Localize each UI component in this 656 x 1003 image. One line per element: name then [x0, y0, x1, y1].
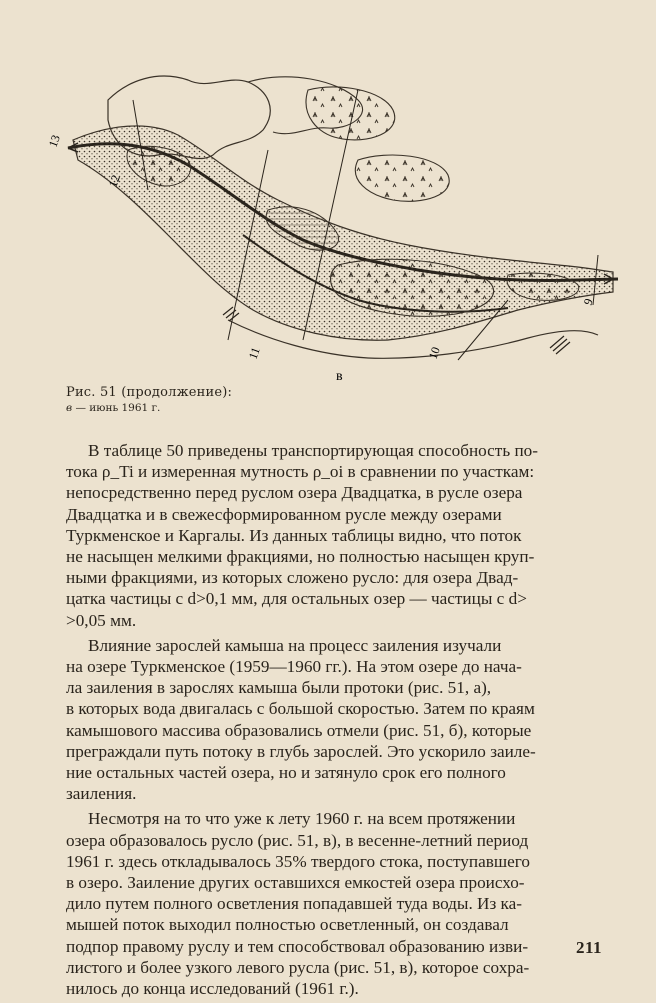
figure-map [38, 60, 628, 390]
text-line: цатка частицы с d>0,1 мм, для остальных озер — частицы с d> [66, 589, 527, 609]
paragraph-3 [66, 808, 611, 999]
text-line: озера образовалось русло (рис. 51, в), в весенне-летний период [66, 830, 529, 850]
text-line: В таблице 50 приведены транспортирующая способность по- [88, 441, 538, 460]
text-line: мышей поток выходил полностью осветленный, он создавал [66, 915, 509, 935]
lake-map-diagram [38, 60, 628, 390]
text-line: преграждали путь потоку в глубь зарослей. Это ускорило заиле- [66, 741, 536, 761]
caption-sub-letter: в [66, 402, 73, 414]
text-line: подпор правому руслу и тем способствовал образованию изви- [66, 936, 529, 956]
page-number: 211 [576, 938, 603, 957]
text-line: Влияние зарослей камыша на процесс заиления изучали [88, 635, 502, 655]
caption-sub-text: — июнь 1961 г. [72, 402, 161, 414]
label-9: 9 [580, 296, 596, 308]
text-line: заиления. [66, 784, 137, 804]
label-10: 10 [425, 344, 443, 362]
reed-patch-right [355, 155, 449, 201]
paragraph-2 [66, 635, 611, 805]
text-line: Туркменское и Каргалы. Из данных таблицы видно, что поток [66, 525, 522, 545]
figure-caption [66, 385, 366, 415]
text-line: тока ρ_Ti и измеренная мутность ρ_oi в сравнении по участкам: [66, 462, 535, 482]
paragraph-1 [66, 440, 611, 631]
text-line: Несмотря на то что уже к лету 1960 г. на всем протяжении [88, 809, 516, 829]
text-line: нилось до конца исследований (1961 г.). [66, 979, 359, 999]
label-13: 13 [45, 132, 63, 150]
text-line: Двадцатка и в свежесформированном русле между озерами [66, 504, 502, 524]
label-11: 11 [245, 345, 263, 362]
text-line: на озере Туркменское (1959—1960 гг.). На этом озере до нача- [66, 657, 522, 677]
caption-subtitle [66, 401, 366, 415]
label-12: 12 [105, 172, 123, 190]
text-line: листого и более узкого левого русла (рис. 51, в), которое сохра- [66, 957, 530, 977]
reed-patch-upper [306, 87, 395, 140]
body-text [66, 440, 611, 1003]
text-line: ние остальных частей озера, но и затянуло срок его полного [66, 763, 506, 783]
text-line: дило путем полного осветления попадавшей туда воды. Из ка- [66, 894, 522, 914]
end-mark-left [223, 307, 239, 321]
text-line: ла заиления в зарослях камыша были протоки (рис. 51, а), [66, 678, 492, 698]
caption-title: Рис. 51 (продолжение): [66, 385, 233, 400]
text-line: 1961 г. здесь откладывалось 35% твердого стока, поступавшего [66, 851, 530, 871]
text-line: камышового массива образовались отмели (рис. 51, б), которые [66, 720, 532, 740]
panel-letter: в [336, 369, 343, 384]
text-line: в которых вода двигалась с большой скоростью. Затем по краям [66, 699, 535, 719]
text-line: >0,05 мм. [66, 610, 137, 630]
text-line: в озеро. Заиление других оставшихся емкостей озера происхо- [66, 873, 525, 893]
text-line: не насыщен мелкими фракциями, но полностью насыщен круп- [66, 547, 535, 567]
text-line: непосредственно перед руслом озера Двадцатка, в русле озера [66, 483, 523, 503]
end-mark-right [550, 336, 570, 354]
text-line: ными фракциями, из которых сложено русло: для озера Двад- [66, 568, 519, 588]
